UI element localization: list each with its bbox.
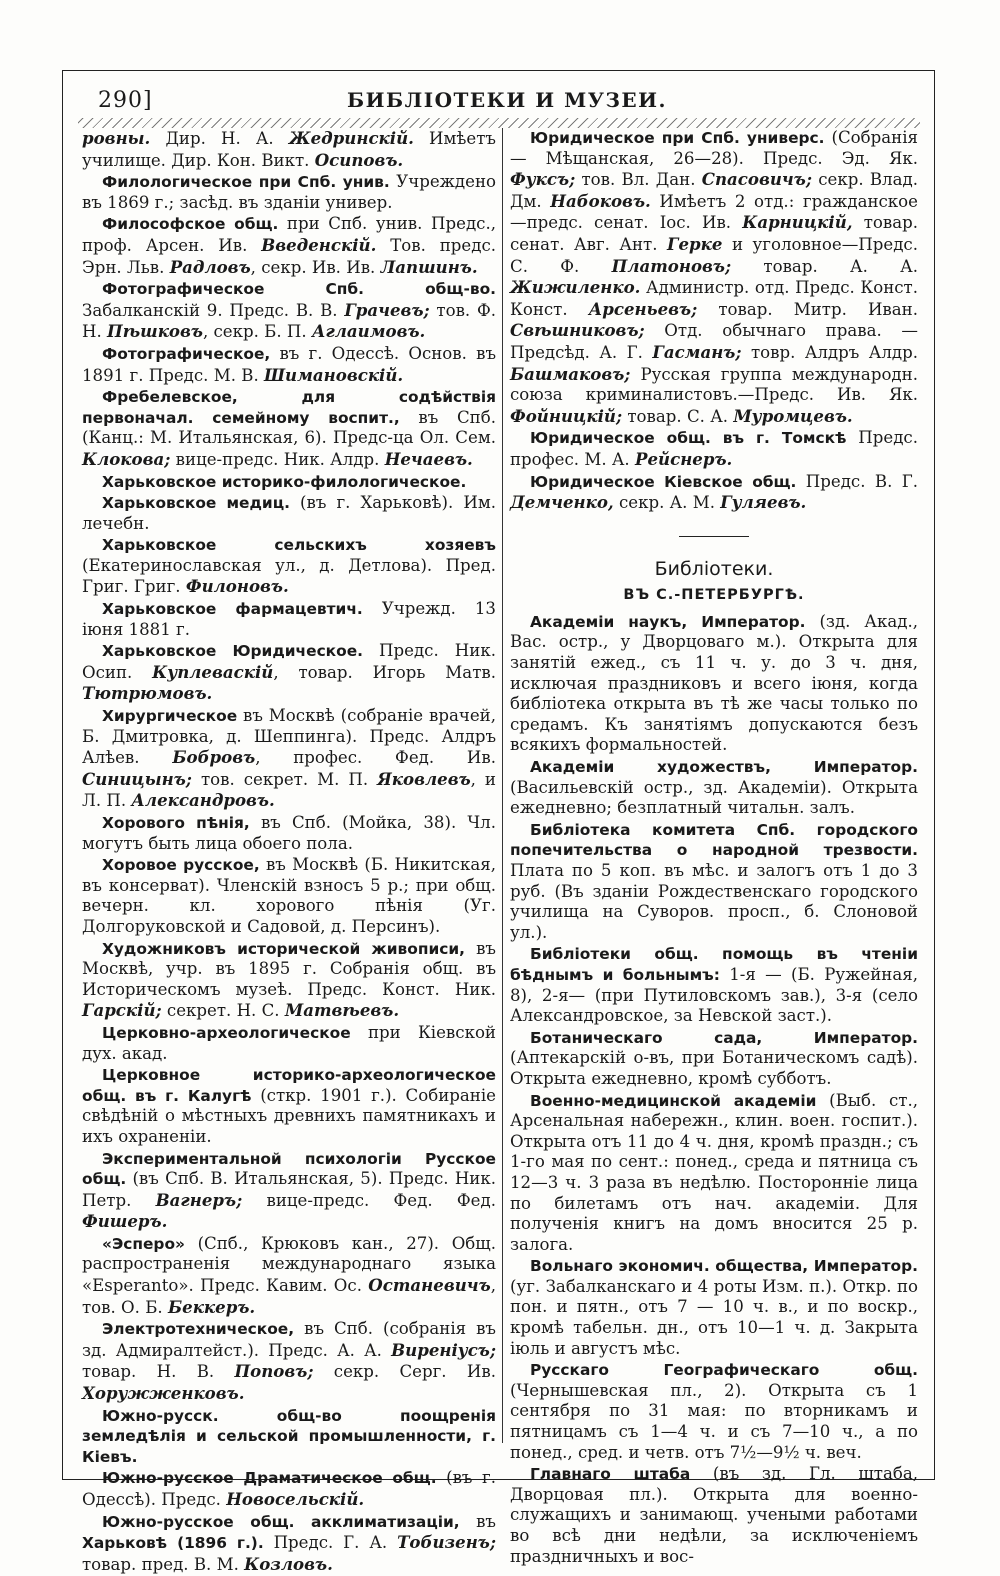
entry [510, 128, 918, 427]
person-name: Грачевъ; [344, 299, 430, 320]
person-name: Матвѣевъ. [284, 1000, 400, 1021]
entry-text: тов. Вл. Дан. [575, 170, 702, 190]
entry [82, 344, 496, 386]
entry-heading: Фребелевское, для содѣйствія первоначал. семейному воспит., [82, 388, 496, 427]
entry-text: (Екатеринославская ул., д. Детлова). Пред. Григ. Григ. [82, 555, 496, 597]
entry [510, 757, 918, 819]
person-name: Герке [667, 233, 723, 254]
entry-heading: Харьковское историко-филологическое. [102, 472, 467, 491]
person-name: Свѣшниковъ; [510, 320, 645, 341]
entry-heading: Электротехническое, [102, 1320, 295, 1339]
entry-text: Плата по 5 коп. въ мѣс. и залогъ отъ 1 до 3 руб. (Въ зданіи Рождественскаго городского училища на Суворов. просп., б. Слоновой ул.). [510, 861, 918, 942]
person-name: Фуксъ; [510, 169, 576, 190]
person-name: Пѣшковъ [107, 321, 203, 342]
right-column-bottom [510, 612, 918, 1567]
person-name: Арсеньевъ; [588, 298, 698, 319]
entry-text: товар. пред. В. М. [82, 1554, 245, 1574]
entry-heading: Харьковское сельскихъ хозяевъ [102, 536, 496, 555]
entry-heading: Хоровое русское, [102, 856, 260, 875]
person-name: Набоковъ. [550, 190, 651, 211]
header-wavy-rule [78, 118, 920, 128]
entry-text: Имѣетъ 2 отд.: гражданское—предс. сенат. Іос. Ив. [510, 191, 918, 233]
entry-text: (Аптекарскій о-въ, при Ботаническомъ садѣ). Открыта ежедневно, кромѣ субботъ. [510, 1048, 918, 1088]
entry [82, 279, 496, 343]
entry-heading: Библіотека комитета Спб. городского попечительства о народной трезвости. [510, 820, 918, 860]
person-name: Новосельскій. [226, 1489, 365, 1509]
entry-text: въ [459, 1511, 496, 1531]
entry [510, 1464, 918, 1567]
entry-heading: Юридическое общ. въ г. Томскѣ [530, 429, 847, 448]
entry-text: секр. А. М. [613, 493, 721, 513]
person-name: Хоружженковъ. [82, 1383, 245, 1404]
entry-text: въ Москвѣ (Б. Никитская, въ консерват). Членскій взносъ 5 р.; при общ. вечерн. кл. хорового пѣнія (Уг. Долгоруковской и Садовой, д. Персинъ). [82, 855, 496, 936]
entry-text: (въ Спб. В. Итальянская, 5). Предс. Ник. Петр. [82, 1169, 496, 1210]
entry [82, 387, 496, 470]
entry-heading: Русскаго Географическаго общ. [530, 1361, 918, 1380]
entry-heading: Фотографическое Спб. общ-во. [102, 280, 496, 299]
person-name: Синицынъ; [82, 768, 192, 789]
entry-text: товар. А. А. [731, 256, 919, 276]
entry [510, 1091, 918, 1256]
entry-heading: «Эсперо» [102, 1234, 185, 1253]
entry-heading: Южно-русск. общ-во поощренія земледѣлія и сельской промышленности, г. Кіевъ. [82, 1406, 496, 1466]
entry-text: товар. Митр. Иван. [697, 299, 918, 319]
person-name: Башмаковъ; [510, 363, 631, 384]
entry-heading: Главнаго штаба [530, 1465, 691, 1484]
person-name: Куплеваскій [152, 661, 274, 682]
entry-text: и уголовное—Предс. С. Ф. [510, 234, 919, 276]
entry-text: (въ г. Харьковѣ). Им. лечебн. [82, 493, 496, 533]
entry-text: секрет. Н. С. [161, 1001, 285, 1021]
entry-text: , секр. Б. П. [202, 322, 312, 342]
entry-text: (въ г. Одессѣ). Предс. [82, 1468, 496, 1509]
entry [82, 855, 496, 937]
entry-heading: Академіи художествъ, Император. [530, 758, 918, 777]
entry-heading: Юридическое Кіевское общ. [530, 472, 797, 491]
right-column-top [510, 128, 918, 514]
entry [82, 172, 496, 213]
entry-text: при Спб. унив. Предс., проф. Арсен. Ив. [82, 214, 497, 255]
person-name: Бобровъ [172, 747, 256, 768]
entry [82, 1023, 496, 1064]
entry-text: въ Москвѣ (собраніе врачей, Б. Дмитровка, д. Шеппинга). Предс. Алдръ Алѣев. [82, 706, 496, 768]
entry-text: Дир. Н. А. [150, 129, 289, 148]
person-name: Вагнеръ; [155, 1189, 243, 1210]
entry-text: Русская группа международн. союза криминалистовъ.—Предс. Ив. Як. [510, 364, 918, 405]
entry [82, 1406, 496, 1468]
person-name: Жедринскій. [288, 128, 414, 148]
entry-text: вице-предс. Фед. Фед. [242, 1190, 496, 1210]
entry-text: въ Москвѣ, учр. въ 1895 г. Собранія общ. въ Историческомъ музеѣ. Предс. Конст. Ник. [82, 938, 496, 999]
person-name: Филоновъ. [185, 576, 289, 597]
entry-text: (Васильевскій остр., зд. Академіи). Открыта ежедневно; безплатный читальн. залъ. [510, 777, 918, 818]
person-name: Шимановскій. [264, 364, 404, 385]
person-name: Нечаевъ. [384, 448, 473, 469]
entry-heading: Харьковѣ (1896 г.). [82, 1534, 264, 1553]
entry [510, 1028, 918, 1090]
entry-text: (Чернышевская пл., 2). Открыта съ 1 сентября по 31 мая: по вторникамъ и пятницамъ съ 1—4 ч. и съ 7—10 ч., а по понед., сред. и четв. отъ 7½—9½ ч. веч. [510, 1380, 918, 1462]
person-name: ровны. [82, 128, 151, 148]
entry-text: въ Спб. (Мойка, 38). Чл. могутъ быть лица обоего пола. [82, 813, 496, 853]
entry-heading: Южно-русское общ. акклиматизаціи, [102, 1512, 460, 1531]
person-name: Муромцевъ. [733, 405, 853, 426]
entry [82, 813, 496, 854]
entry [82, 939, 496, 1022]
person-name: Рейснеръ. [634, 448, 733, 469]
person-name: Тютрюмовъ. [82, 683, 213, 704]
entry-text: товар. Н. В. [82, 1362, 235, 1382]
entry-heading: Вольнаго экономич. общества, Император. [530, 1257, 918, 1276]
libraries-subtitle: ВЪ С.-ПЕТЕРБУРГѢ. [623, 587, 805, 604]
left-column [82, 128, 496, 1576]
page-header [98, 82, 916, 122]
person-name: Козловъ. [244, 1553, 333, 1574]
entry-text: тов. секрет. М. П. [191, 769, 378, 789]
entry [82, 1149, 496, 1233]
person-name: Фишеръ. [82, 1211, 168, 1232]
entry-heading: Философское общ. [102, 215, 279, 234]
entry-text: Предс. В. Г. [796, 471, 918, 491]
entry-text: товар. С. А. [622, 406, 734, 426]
entry-text: товр. Алдръ Алдр. [741, 342, 918, 362]
entry-text: тов. Ф. Н. [82, 300, 497, 342]
person-name: Останевичъ [368, 1275, 491, 1296]
entry-heading: Художниковъ исторической живописи, [102, 939, 465, 958]
entry-text: 1-я — (Б. Ружейная, 8), 2-я— (при Путиловскомъ зав.), 3-я (село Александровское, за Невской заст.). [510, 964, 918, 1026]
entry-text: въ г. Одессѣ. Основ. въ 1891 г. Предс. М. В. [82, 343, 496, 385]
entry-heading: Церковное историко-археологическое общ. въ г. Калугѣ [82, 1066, 496, 1105]
entry-text: , тов. О. Б. [82, 1276, 496, 1317]
person-name: Радловъ [169, 256, 251, 277]
entry [82, 535, 496, 598]
entry-text: Предс. Ник. Осип. [82, 641, 496, 682]
entry-text: секр. Влад. Дм. [510, 170, 918, 211]
person-name: Тобизенъ; [397, 1532, 496, 1553]
person-name: Платоновъ; [611, 255, 732, 276]
entry [510, 1256, 918, 1359]
person-name: Жижиленко. [510, 277, 641, 298]
person-name: Клокова; [82, 448, 171, 469]
entry [82, 1234, 496, 1318]
right-column [510, 128, 918, 1568]
entry-text: (Спб., Крюковъ кан., 27). Общ. распространенія международнаго языка «Esperanto». Предс. Кавим. Ос. [82, 1233, 496, 1296]
running-title: БИБЛІОТЕКИ И МУЗЕИ. [347, 88, 667, 112]
entry-heading: Харьковское фармацевтич. [102, 600, 363, 619]
entry-text: Отд. обычнаго права. — Предсѣд. А. Г. [510, 321, 918, 362]
entry [82, 1512, 496, 1576]
entry-heading: Хирургическое [102, 707, 238, 726]
person-name: Александровъ. [131, 790, 275, 811]
person-name: Демченко, [510, 492, 614, 513]
entry-text: Тов. предс. Эрн. Льв. [82, 235, 497, 277]
person-name: Гасманъ; [652, 341, 742, 362]
entry [510, 944, 918, 1026]
person-name: Яковлевъ [377, 768, 471, 789]
entry-heading: Харьковское Юридическое. [102, 642, 363, 661]
entry-text: въ Спб.(Канц.: М. Итальянская, 6). Предс-ца Ол. Сем. [82, 407, 496, 448]
entry-text: (уг. Забалканскаго и 4 роты Изм. п.). Откр. по пон. и пятн., отъ 7 — 10 ч. в., и по воскр., кромѣ табельн. дн., отъ 10—1 ч. д. Закрыта іюль и августъ мѣс. [510, 1276, 918, 1358]
entry-text: вице-предс. Ник. Алдр. [170, 449, 385, 469]
person-name: Виреніусъ; [391, 1339, 496, 1360]
person-name: Поповъ; [234, 1361, 314, 1382]
entry-text: (Собранія — Мѣщанская, 26—28). Предс. Эд. Як. [510, 128, 919, 168]
entry-heading: Академіи наукъ, Император. [530, 612, 806, 631]
column-divider [502, 128, 503, 1443]
entry-text: (зд. Акад., Вас. остр., у Дворцоваго м.). Открыта для занятій ежед., съ 11 ч. у. до 3 ч. дня, исключая праздниковъ и всего іюня, когда библіотека открыта въ тѣ же часы только по средамъ. Къ занятіямъ допускаются безъ всякихъ формальностей. [510, 611, 918, 755]
entry-heading: Военно-медицинской академіи [530, 1091, 817, 1110]
entry [510, 428, 918, 470]
entry [82, 1065, 496, 1147]
person-name: Введенскій. [261, 234, 377, 255]
entry [82, 472, 496, 493]
person-name: Гарскій; [82, 1000, 162, 1021]
section-rule [679, 536, 749, 537]
entry-text: , и Л. П. [82, 769, 496, 811]
entry-text: товар. сенат. Авг. Ант. [510, 213, 919, 254]
entry-heading: Фотографическое, [102, 344, 271, 363]
person-name: Карницкій, [742, 212, 853, 233]
entry-heading: Экспериментальной психологіи Русское общ. [82, 1149, 496, 1189]
entry [510, 820, 918, 944]
entry-text: (въ зд. Гл. штаба, Дворцовая пл.). Открыта для военно-служащихъ и занимающ. учеными работами во всѣ дни недѣли, за исключеніемъ праздничныхъ и вос- [510, 1464, 918, 1566]
entry [82, 493, 496, 534]
entry-heading: Филологическое при Спб. унив. [102, 173, 390, 192]
entry-text: , товар. Игорь Матв. [273, 662, 496, 682]
person-name: Аглаимовъ. [311, 321, 426, 342]
entry-text: , секр. Ив. Ив. [250, 257, 381, 277]
entry-heading: Ботаническаго сада, Император. [530, 1028, 918, 1047]
person-name: Гуляевъ. [720, 492, 807, 513]
entry-heading: Хорового пѣнія, [102, 814, 250, 832]
person-name: Фойницкій; [510, 405, 623, 426]
entry-heading: Юридическое при Спб. универс. [530, 129, 825, 147]
entry-text: секр. Серг. Ив. [313, 1362, 496, 1382]
person-name: Беккеръ. [167, 1296, 256, 1317]
entry-text: Администр. отд. Предс. Конст. Конст. [510, 278, 918, 319]
entry-text: въ Спб. (собранія въ зд. Адмиралтейст.). Предс. А. А. [82, 1319, 496, 1360]
entry-text: Имѣетъ училище. Дир. Кон. Викт. [82, 129, 496, 170]
entry-heading: Библіотеки общ. помощь въ чтеніи бѣднымъ и больнымъ: [510, 945, 918, 984]
entry [82, 128, 496, 171]
entry [510, 612, 918, 756]
entry-text: Учреждено въ 1869 г.; засѣд. въ зданіи универ. [82, 172, 496, 212]
page-number: 290] [98, 88, 153, 113]
person-name: Осиповъ. [314, 149, 404, 170]
entry-heading: Харьковское медиц. [102, 494, 290, 513]
entry [82, 706, 496, 812]
person-name: Спасовичъ; [701, 169, 812, 190]
libraries-title: Библіотеки. [654, 557, 774, 580]
entry-text: Предс. Г. А. [263, 1533, 398, 1553]
entry [82, 1319, 496, 1404]
entry-text: (сткр. 1901 г.). Собираніе свѣдѣній о мѣстныхъ древнихъ памятникахъ и ихъ охраненіи. [82, 1085, 496, 1146]
entry-text: , профес. Фед. Ив. [255, 748, 497, 768]
entry [510, 1360, 918, 1463]
person-name: Лапшинъ. [380, 256, 478, 277]
entry [82, 214, 496, 278]
entry [510, 472, 918, 514]
entry-text: (Выб. ст., Арсенальная набережн., клин. воен. госпит.). Открыта отъ 11 до 4 ч. дня, кромѣ праздн.; съ 1-го мая по сент.: понед., среда и пятница съ 12—3 ч. 3 раза въ недѣлю. Посторонніе лица по билетамъ отъ нач. академіи. Для полученія книгъ на домъ вносится 25 р. залога. [510, 1090, 918, 1254]
entry [82, 599, 496, 640]
entry [82, 1468, 496, 1510]
entry-heading: Церковно-археологическое [102, 1023, 351, 1042]
entry-text: Предс. профес. М. А. [510, 428, 918, 469]
entry-text: Забалканскій 9. Предс. В. В. [82, 300, 345, 320]
entry [82, 641, 496, 705]
entry-heading: Южно-русское Драматическое общ. [102, 1469, 437, 1488]
entry-text: Учрежд. 13 іюня 1881 г. [82, 599, 496, 639]
entry-text: при Кіевской дух. акад. [82, 1022, 496, 1063]
